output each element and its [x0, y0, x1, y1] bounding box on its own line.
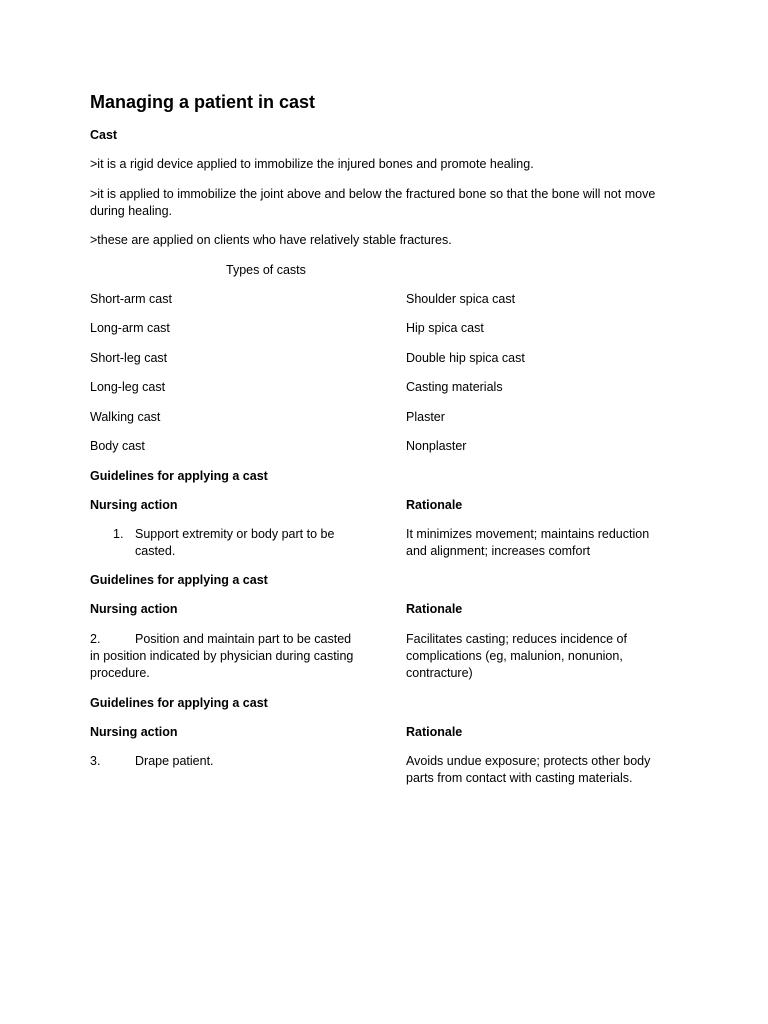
cast-type-item: Long-leg cast — [90, 380, 166, 394]
cast-type-item: Walking cast — [90, 410, 161, 424]
cast-type-item: Shoulder spica cast — [406, 292, 516, 306]
action-text-line: Drape patient. — [135, 754, 214, 768]
action-text-line: in position indicated by physician during casting — [90, 649, 354, 663]
action-number: 2. — [90, 632, 101, 646]
cast-heading: Cast — [90, 128, 118, 142]
rationale-label: Rationale — [406, 498, 463, 512]
rationale-text-line: contracture) — [406, 666, 473, 680]
cast-type-item: Plaster — [406, 410, 445, 424]
cast-type-item: Body cast — [90, 439, 145, 453]
action-text-line: casted. — [135, 544, 176, 558]
cast-type-item: Nonplaster — [406, 439, 467, 453]
page-title: Managing a patient in cast — [90, 92, 316, 112]
section-heading: Guidelines for applying a cast — [90, 696, 268, 710]
section-heading: Guidelines for applying a cast — [90, 573, 268, 587]
cast-type-item: Short-arm cast — [90, 292, 172, 306]
rationale-label: Rationale — [406, 602, 463, 616]
cast-type-item: Hip spica cast — [406, 321, 484, 335]
cast-type-item: Casting materials — [406, 380, 503, 394]
paragraph-purpose-line2: during healing. — [90, 204, 173, 218]
rationale-label: Rationale — [406, 725, 463, 739]
paragraph-definition: >it is a rigid device applied to immobilize the injured bones and promote healing. — [90, 157, 534, 171]
nursing-action-label: Nursing action — [90, 602, 178, 616]
action-number: 3. — [90, 754, 101, 768]
cast-type-item: Long-arm cast — [90, 321, 170, 335]
section-heading: Guidelines for applying a cast — [90, 469, 268, 483]
action-text-line: Support extremity or body part to be — [135, 527, 335, 541]
action-number: 1. — [113, 527, 124, 541]
action-text-line: Position and maintain part to be casted — [135, 632, 352, 646]
cast-type-item: Short-leg cast — [90, 351, 168, 365]
action-text-line: procedure. — [90, 666, 150, 680]
paragraph-purpose-line1: >it is applied to immobilize the joint above and below the fractured bone so that the bone will not move — [90, 187, 656, 201]
nursing-action-label: Nursing action — [90, 498, 178, 512]
rationale-text-line: and alignment; increases comfort — [406, 544, 591, 558]
types-heading: Types of casts — [226, 263, 306, 277]
rationale-text-line: Avoids undue exposure; protects other body — [406, 754, 651, 768]
rationale-text-line: Facilitates casting; reduces incidence of — [406, 632, 627, 646]
rationale-text-line: parts from contact with casting materials. — [406, 771, 633, 785]
cast-type-item: Double hip spica cast — [406, 351, 525, 365]
rationale-text-line: It minimizes movement; maintains reduction — [406, 527, 650, 541]
paragraph-clients: >these are applied on clients who have relatively stable fractures. — [90, 233, 452, 247]
rationale-text-line: complications (eg, malunion, nonunion, — [406, 649, 623, 663]
nursing-action-label: Nursing action — [90, 725, 178, 739]
